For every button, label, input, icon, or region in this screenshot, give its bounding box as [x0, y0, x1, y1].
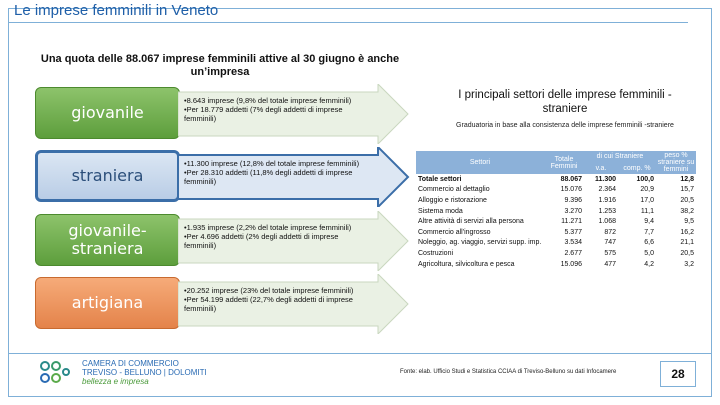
- stat-line: •20.252 imprese (23% del totale imprese femminili): [184, 286, 354, 295]
- slide-title: Le imprese femminili in Veneto: [14, 2, 219, 19]
- cell-peso: 15,7: [656, 185, 696, 196]
- stats-text: [184, 286, 384, 313]
- cell-totale: 11.271: [544, 216, 584, 227]
- stat-line: femminili): [184, 114, 217, 123]
- table-row: [416, 206, 696, 217]
- org-line-1: CAMERA DI COMMERCIO: [82, 359, 179, 368]
- slide-subtitle: Una quota delle 88.067 imprese femminili attive al 30 giugno è anche un’impresa: [40, 53, 400, 78]
- cell-comp: 5,0: [618, 248, 656, 259]
- cell-peso: 16,2: [656, 227, 696, 238]
- title-divider: [8, 22, 688, 23]
- cell-sector: Costruzioni: [416, 248, 544, 259]
- header-settori: Settori: [416, 151, 544, 174]
- cell-sector: Sistema moda: [416, 206, 544, 217]
- stats-text: [184, 223, 384, 250]
- cell-comp: 7,7: [618, 227, 656, 238]
- cell-comp: 20,9: [618, 185, 656, 196]
- cell-peso: 20,5: [656, 195, 696, 206]
- stats-arrow-straniera: [178, 147, 410, 207]
- source-note: Fonte: elab. Ufficio Studi e Statistica CCIAA di Treviso-Belluno su dati Infocamere: [400, 369, 617, 375]
- header-peso: peso % straniere su femmini: [657, 152, 695, 173]
- stat-line: femminili): [184, 304, 217, 313]
- stat-line: •Per 54.199 addetti (22,7% degli addetti di imprese: [184, 295, 353, 304]
- stats-arrow-giovanile-straniera: [178, 211, 410, 271]
- footer-divider: [8, 353, 712, 354]
- cell-sector: Commercio all'ingrosso: [416, 227, 544, 238]
- category-card-giovanile-straniera: giovanile-straniera: [35, 214, 180, 266]
- cell-comp: 100,0: [618, 174, 656, 185]
- cell-peso: 38,2: [656, 206, 696, 217]
- cell-comp: 6,6: [618, 238, 656, 249]
- stats-text: [184, 159, 384, 186]
- cell-va: 872: [584, 227, 618, 238]
- table-row: [416, 185, 696, 196]
- header-totale: Totale Femmini: [544, 151, 584, 174]
- cell-comp: 17,0: [618, 195, 656, 206]
- table-row: [416, 227, 696, 238]
- cell-sector: Agricoltura, silvicoltura e pesca: [416, 259, 544, 270]
- org-tagline: bellezza e impresa: [82, 377, 149, 386]
- stats-text: [184, 96, 384, 123]
- category-card-straniera: straniera: [35, 150, 180, 202]
- cell-sector: Commercio al dettaglio: [416, 185, 544, 196]
- chamber-logo-icon: [36, 358, 72, 386]
- header-va: v.a.: [584, 163, 618, 175]
- cell-sector: Noleggio, ag. viaggio, servizi supp. imp.: [416, 238, 544, 249]
- org-line-2: TREVISO - BELLUNO | DOLOMITI: [82, 368, 207, 377]
- cell-comp: 4,2: [618, 259, 656, 270]
- stat-line: •11.300 imprese (12,8% del totale imprese femminili): [184, 159, 360, 168]
- stat-line: femminili): [184, 241, 217, 250]
- cell-sector: Altre attività di servizi alla persona: [416, 216, 544, 227]
- cell-totale: 3.270: [544, 206, 584, 217]
- cell-va: 2.364: [584, 185, 618, 196]
- cell-peso: 9,5: [656, 216, 696, 227]
- sectors-subtitle: Graduatoria in base alla consistenza delle imprese femminili -straniere: [456, 122, 674, 129]
- stats-arrow-giovanile: [178, 84, 410, 144]
- cell-totale: 9.396: [544, 195, 584, 206]
- stat-line: •Per 18.779 addetti (7% degli addetti di imprese: [184, 105, 343, 114]
- stat-line: femminili): [184, 177, 217, 186]
- cell-totale: 3.534: [544, 238, 584, 249]
- organization-name: [82, 359, 207, 386]
- sectors-title: I principali settori delle imprese femminili -straniere: [458, 89, 672, 115]
- stats-arrow-artigiana: [178, 274, 410, 334]
- stat-line: •Per 28.310 addetti (11,8% degli addetti di imprese: [184, 168, 353, 177]
- cell-sector: Alloggio e ristorazione: [416, 195, 544, 206]
- page-number: 28: [660, 361, 696, 387]
- table-row: [416, 248, 696, 259]
- cell-va: 747: [584, 238, 618, 249]
- cell-comp: 11,1: [618, 206, 656, 217]
- stat-line: •1.935 imprese (2,2% del totale imprese femminili): [184, 223, 352, 232]
- cell-peso: 21,1: [656, 238, 696, 249]
- table-row: [416, 195, 696, 206]
- header-di-cui: di cui Straniere: [584, 151, 656, 163]
- cell-totale: 15.076: [544, 185, 584, 196]
- cell-va: 1.916: [584, 195, 618, 206]
- cell-totale: 15.096: [544, 259, 584, 270]
- cell-comp: 9,4: [618, 216, 656, 227]
- cell-totale: 2.677: [544, 248, 584, 259]
- sectors-table: [416, 151, 696, 270]
- header-comp: comp. %: [618, 163, 656, 175]
- category-card-artigiana: artigiana: [35, 277, 180, 329]
- table-row: [416, 174, 696, 185]
- cell-peso: 20,5: [656, 248, 696, 259]
- cell-va: 11.300: [584, 174, 618, 185]
- cell-totale: 88.067: [544, 174, 584, 185]
- category-card-giovanile: giovanile: [35, 87, 180, 139]
- cell-va: 575: [584, 248, 618, 259]
- cell-peso: 12,8: [656, 174, 696, 185]
- cell-peso: 3,2: [656, 259, 696, 270]
- cell-va: 1.253: [584, 206, 618, 217]
- table-row: [416, 216, 696, 227]
- cell-va: 477: [584, 259, 618, 270]
- stat-line: •Per 4.696 addetti (2% degli addetti di imprese: [184, 232, 339, 241]
- cell-sector: Totale settori: [416, 174, 544, 185]
- cell-totale: 5.377: [544, 227, 584, 238]
- table-row: [416, 238, 696, 249]
- table-row: [416, 259, 696, 270]
- cell-va: 1.068: [584, 216, 618, 227]
- stat-line: •8.643 imprese (9,8% del totale imprese femminili): [184, 96, 352, 105]
